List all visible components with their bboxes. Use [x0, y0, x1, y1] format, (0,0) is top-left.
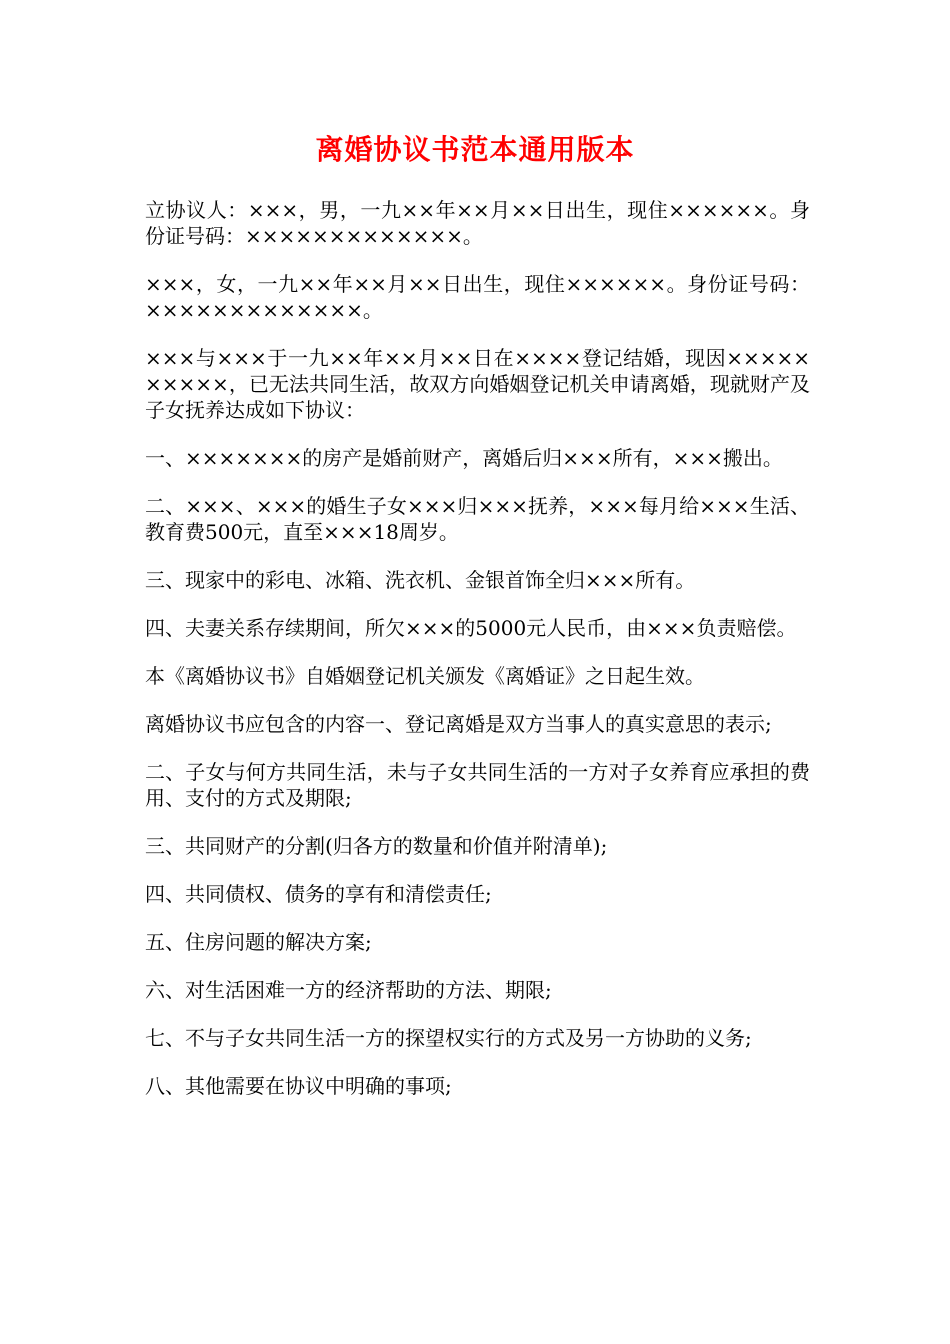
document-title: 离婚协议书范本通用版本 [315, 133, 635, 166]
paragraph-party-a: 立协议人：×××，男，一九××年××月××日出生，现住××××××。身份证号码：×××××××××××××。 [145, 198, 810, 248]
paragraph-contents-6: 六、对生活困难一方的经济帮助的方法、期限; [145, 978, 552, 1002]
paragraph-contents-5: 五、住房问题的解决方案; [145, 930, 372, 954]
paragraph-clause-1: 一、×××××××的房产是婚前财产，离婚后归×××所有，×××搬出。 [145, 446, 783, 470]
paragraph-contents-4: 四、共同债权、债务的享有和清偿责任; [145, 882, 492, 906]
paragraph-clause-4: 四、夫妻关系存续期间，所欠×××的5000元人民币，由×××负责赔偿。 [145, 616, 797, 640]
paragraph-contents-7: 七、不与子女共同生活一方的探望权实行的方式及另一方协助的义务; [145, 1026, 752, 1050]
paragraph-effective: 本《离婚协议书》自婚姻登记机关颁发《离婚证》之日起生效。 [145, 664, 705, 688]
paragraph-contents-1: 离婚协议书应包含的内容一、登记离婚是双方当事人的真实意思的表示; [145, 712, 772, 736]
paragraph-preamble: ×××与×××于一九××年××月××日在××××登记结婚，现因××××××××××，已无法共同生活，故双方向婚姻登记机关申请离婚，现就财产及子女抚养达成如下协议： [145, 346, 810, 422]
paragraph-contents-3: 三、共同财产的分割(归各方的数量和价值并附清单); [145, 834, 608, 858]
paragraph-clause-3: 三、现家中的彩电、冰箱、洗衣机、金银首饰全归×××所有。 [145, 568, 696, 592]
paragraph-party-b: ×××，女，一九××年××月××日出生，现住××××××。身份证号码：×××××××××××××。 [145, 272, 810, 322]
paragraph-clause-2: 二、×××、×××的婚生子女×××归×××抚养，×××每月给×××生活、教育费500元，直至×××18周岁。 [145, 494, 810, 544]
document-body [145, 197, 810, 1121]
paragraph-contents-2: 二、子女与何方共同生活，未与子女共同生活的一方对子女养育应承担的费用、支付的方式及期限; [145, 760, 810, 810]
paragraph-contents-8: 八、其他需要在协议中明确的事项; [145, 1074, 452, 1098]
